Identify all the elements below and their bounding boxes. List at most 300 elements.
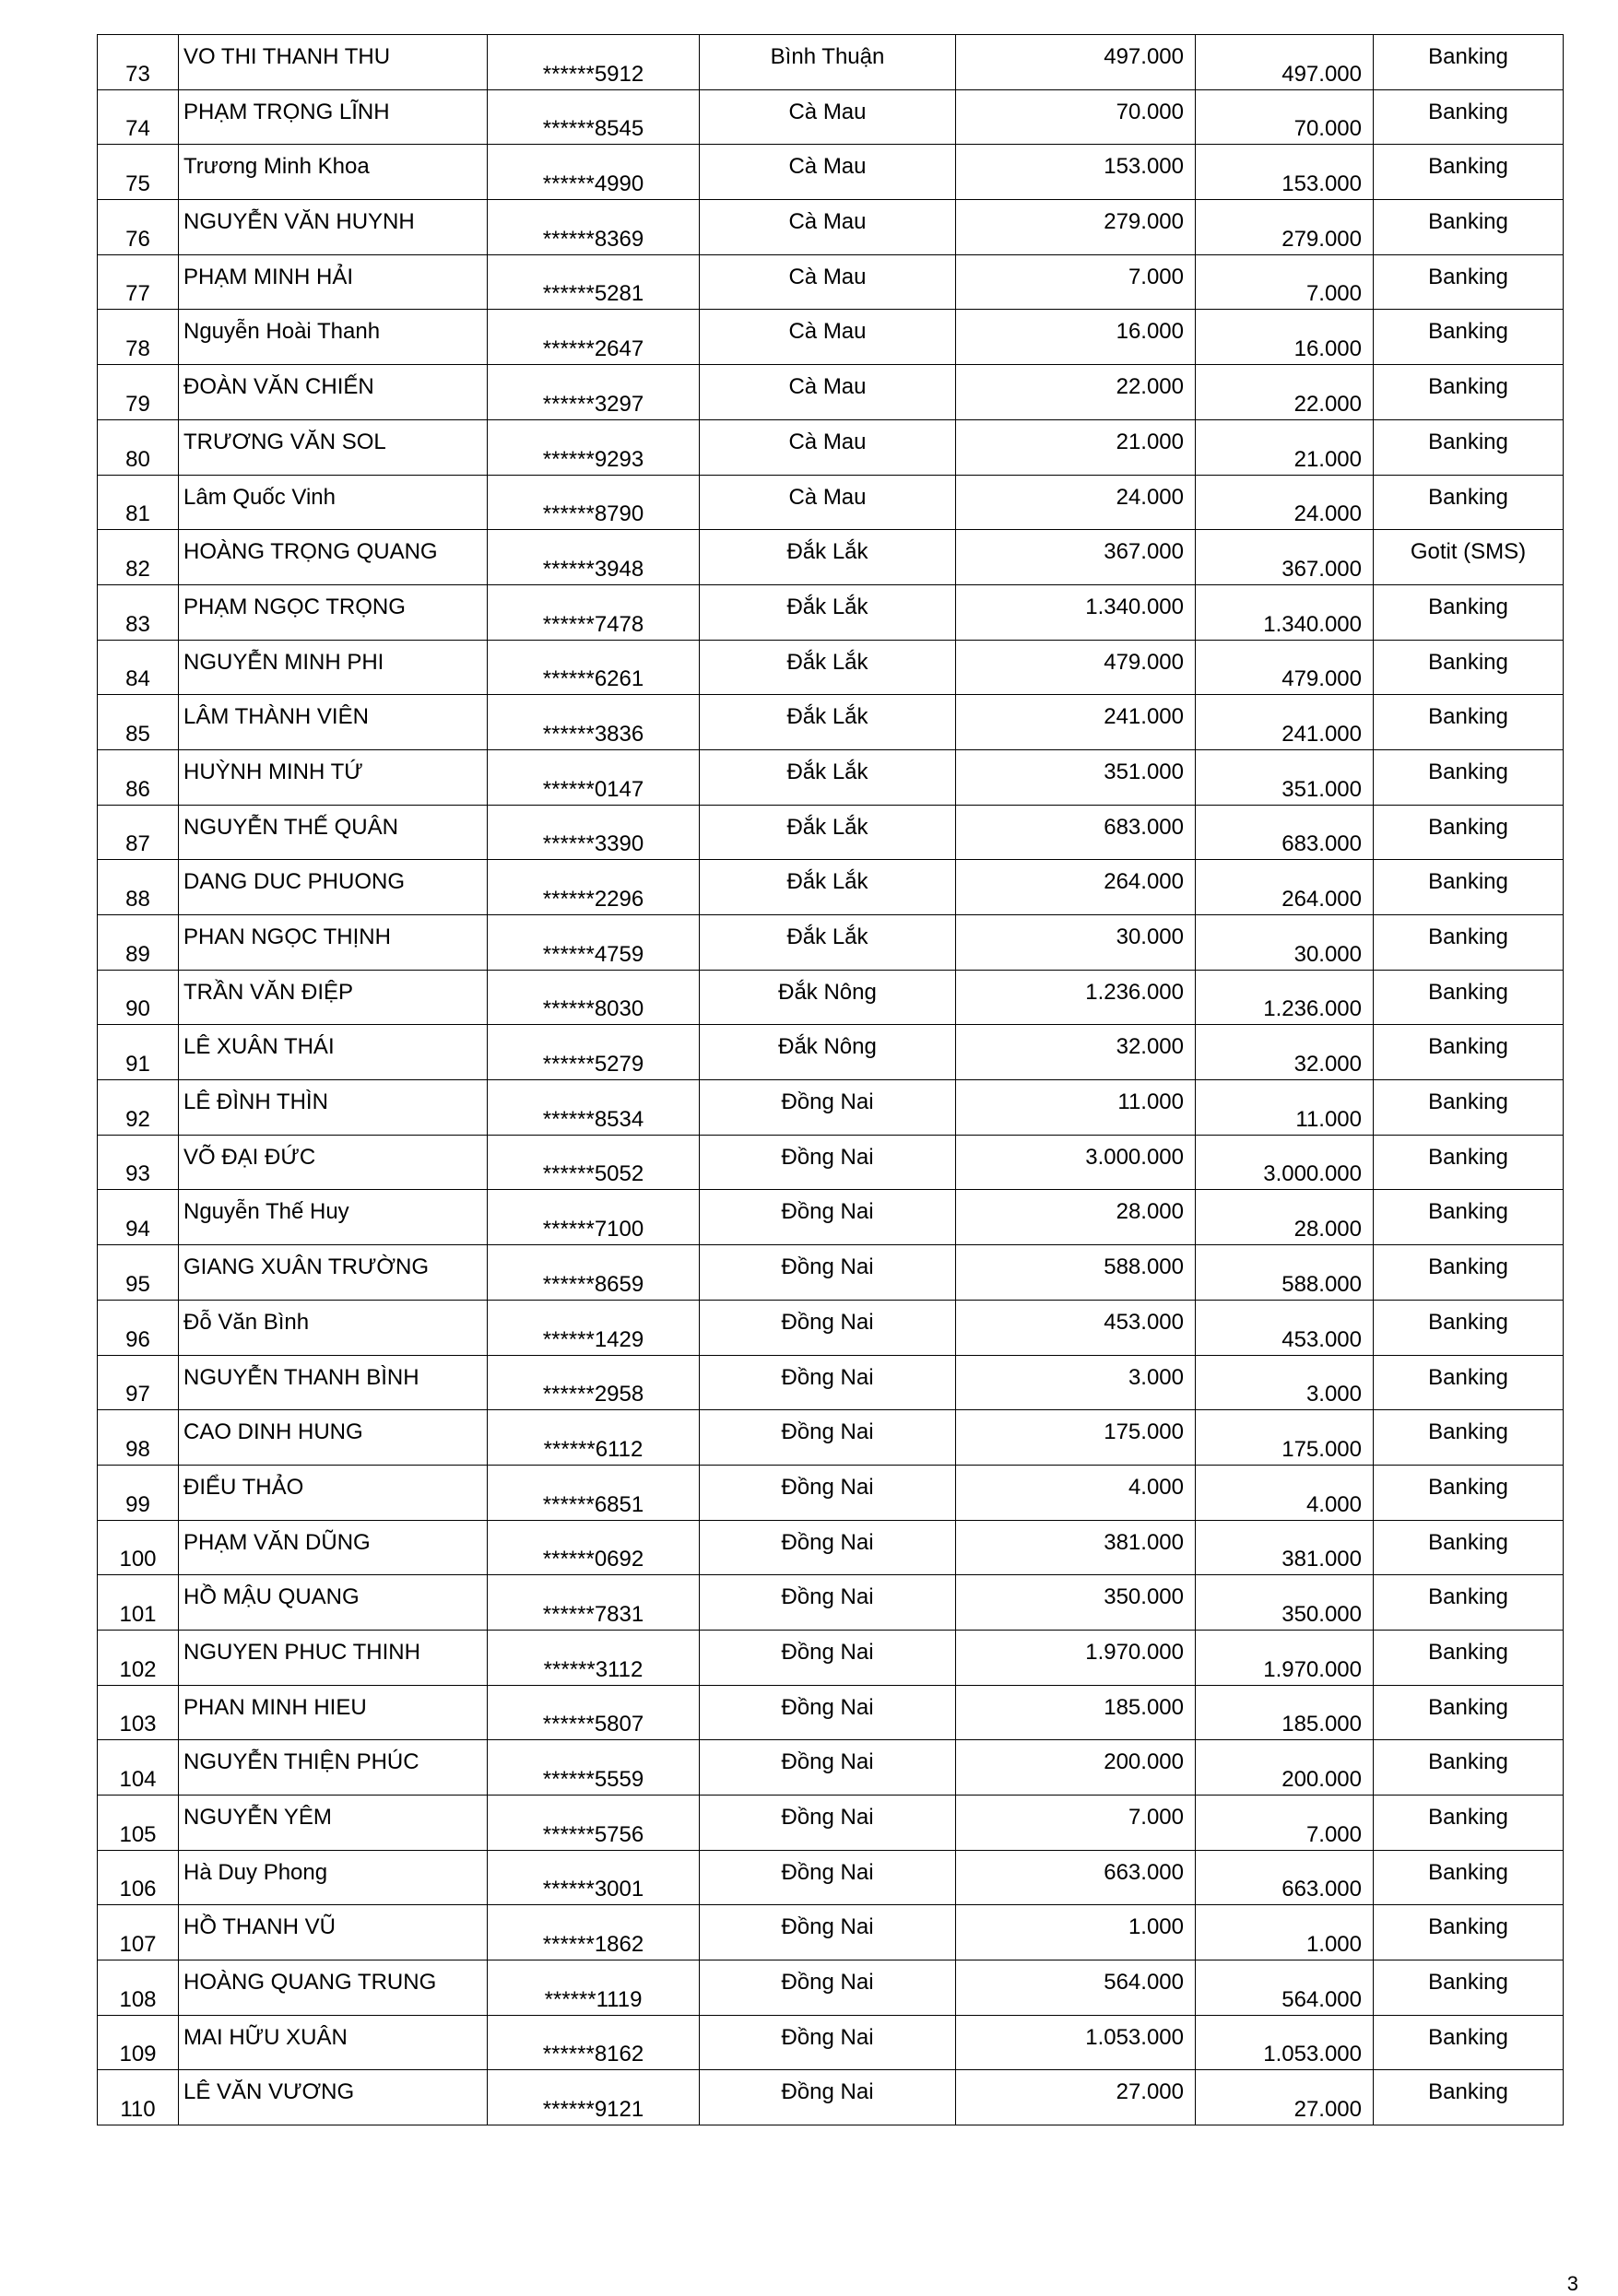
masked-phone-cell: ******7831 <box>488 1575 700 1631</box>
payment-method-cell: Banking <box>1374 640 1564 695</box>
masked-phone-cell: ******5281 <box>488 254 700 310</box>
table-row <box>98 1796 1564 1851</box>
table-row <box>98 1630 1564 1685</box>
masked-phone-cell: ******1429 <box>488 1300 700 1355</box>
masked-phone-cell: ******1119 <box>488 1960 700 2016</box>
table-row <box>98 365 1564 420</box>
payment-method-cell: Banking <box>1374 1960 1564 2016</box>
prize-amount-cell: 564.000 <box>956 1960 1196 2016</box>
province-cell: Đắk Lắk <box>700 640 956 695</box>
payment-method-cell: Banking <box>1374 365 1564 420</box>
recipient-name-cell: VO THI THANH THU <box>179 35 488 90</box>
masked-phone-cell: ******9293 <box>488 419 700 475</box>
paid-amount-cell: 27.000 <box>1196 2070 1374 2125</box>
recipient-name-cell: DANG DUC PHUONG <box>179 860 488 915</box>
paid-amount-cell: 70.000 <box>1196 89 1374 145</box>
paid-amount-cell: 4.000 <box>1196 1465 1374 1520</box>
prize-amount-cell: 264.000 <box>956 860 1196 915</box>
row-number-cell: 93 <box>98 1135 179 1190</box>
table-row <box>98 254 1564 310</box>
province-cell: Đồng Nai <box>700 2015 956 2070</box>
payment-method-cell: Banking <box>1374 1080 1564 1136</box>
paid-amount-cell: 175.000 <box>1196 1410 1374 1466</box>
paid-amount-cell: 24.000 <box>1196 475 1374 530</box>
recipient-name-cell: LÂM THÀNH VIÊN <box>179 695 488 750</box>
row-number-cell: 98 <box>98 1410 179 1466</box>
payment-method-cell: Banking <box>1374 2070 1564 2125</box>
masked-phone-cell: ******8369 <box>488 200 700 255</box>
recipient-name-cell: PHẠM MINH HẢI <box>179 254 488 310</box>
masked-phone-cell: ******8545 <box>488 89 700 145</box>
paid-amount-cell: 683.000 <box>1196 805 1374 860</box>
prize-amount-cell: 7.000 <box>956 1796 1196 1851</box>
table-row <box>98 1850 1564 1905</box>
prize-amount-cell: 3.000 <box>956 1355 1196 1410</box>
paid-amount-cell: 16.000 <box>1196 310 1374 365</box>
masked-phone-cell: ******3112 <box>488 1630 700 1685</box>
province-cell: Đắk Lắk <box>700 805 956 860</box>
table-row <box>98 2015 1564 2070</box>
prize-amount-cell: 11.000 <box>956 1080 1196 1136</box>
recipient-name-cell: PHAN NGỌC THỊNH <box>179 915 488 971</box>
recipient-name-cell: NGUYEN PHUC THINH <box>179 1630 488 1685</box>
recipient-name-cell: Trương Minh Khoa <box>179 145 488 200</box>
row-number-cell: 89 <box>98 915 179 971</box>
payment-method-cell: Gotit (SMS) <box>1374 530 1564 585</box>
masked-phone-cell: ******2958 <box>488 1355 700 1410</box>
prize-amount-cell: 24.000 <box>956 475 1196 530</box>
row-number-cell: 105 <box>98 1796 179 1851</box>
table-row <box>98 530 1564 585</box>
paid-amount-cell: 479.000 <box>1196 640 1374 695</box>
row-number-cell: 84 <box>98 640 179 695</box>
table-row <box>98 2070 1564 2125</box>
payment-method-cell: Banking <box>1374 695 1564 750</box>
row-number-cell: 109 <box>98 2015 179 2070</box>
masked-phone-cell: ******8534 <box>488 1080 700 1136</box>
payment-method-cell: Banking <box>1374 584 1564 640</box>
paid-amount-cell: 381.000 <box>1196 1520 1374 1575</box>
prize-amount-cell: 588.000 <box>956 1245 1196 1301</box>
payment-method-cell: Banking <box>1374 1796 1564 1851</box>
payment-method-cell: Banking <box>1374 2015 1564 2070</box>
table-row <box>98 310 1564 365</box>
recipient-name-cell: Nguyễn Thế Huy <box>179 1190 488 1245</box>
table-row <box>98 584 1564 640</box>
row-number-cell: 75 <box>98 145 179 200</box>
paid-amount-cell: 1.970.000 <box>1196 1630 1374 1685</box>
province-cell: Đồng Nai <box>700 1410 956 1466</box>
recipient-name-cell: LÊ ĐÌNH THÌN <box>179 1080 488 1136</box>
row-number-cell: 77 <box>98 254 179 310</box>
province-cell: Cà Mau <box>700 200 956 255</box>
prize-amount-cell: 153.000 <box>956 145 1196 200</box>
recipient-name-cell: TRƯƠNG VĂN SOL <box>179 419 488 475</box>
paid-amount-cell: 200.000 <box>1196 1740 1374 1796</box>
recipient-name-cell: HỒ MẬU QUANG <box>179 1575 488 1631</box>
paid-amount-cell: 588.000 <box>1196 1245 1374 1301</box>
row-number-cell: 83 <box>98 584 179 640</box>
province-cell: Đắk Lắk <box>700 749 956 805</box>
paid-amount-cell: 22.000 <box>1196 365 1374 420</box>
row-number-cell: 87 <box>98 805 179 860</box>
row-number-cell: 102 <box>98 1630 179 1685</box>
payment-method-cell: Banking <box>1374 1520 1564 1575</box>
row-number-cell: 86 <box>98 749 179 805</box>
paid-amount-cell: 185.000 <box>1196 1685 1374 1740</box>
table-row <box>98 475 1564 530</box>
masked-phone-cell: ******8790 <box>488 475 700 530</box>
paid-amount-cell: 32.000 <box>1196 1025 1374 1080</box>
prize-amount-cell: 1.000 <box>956 1905 1196 1960</box>
row-number-cell: 90 <box>98 970 179 1025</box>
table-row <box>98 970 1564 1025</box>
paid-amount-cell: 1.053.000 <box>1196 2015 1374 2070</box>
province-cell: Đồng Nai <box>700 1465 956 1520</box>
table-row <box>98 1465 1564 1520</box>
row-number-cell: 94 <box>98 1190 179 1245</box>
payment-method-cell: Banking <box>1374 1850 1564 1905</box>
payment-method-cell: Banking <box>1374 970 1564 1025</box>
payment-method-cell: Banking <box>1374 1025 1564 1080</box>
recipient-name-cell: NGUYỄN THANH BÌNH <box>179 1355 488 1410</box>
recipient-name-cell: NGUYỄN THẾ QUÂN <box>179 805 488 860</box>
row-number-cell: 88 <box>98 860 179 915</box>
masked-phone-cell: ******1862 <box>488 1905 700 1960</box>
province-cell: Đắk Nông <box>700 970 956 1025</box>
table-row <box>98 1960 1564 2016</box>
recipient-name-cell: NGUYỄN VĂN HUYNH <box>179 200 488 255</box>
table-row <box>98 915 1564 971</box>
recipient-name-cell: ĐOÀN VĂN CHIẾN <box>179 365 488 420</box>
recipient-name-cell: HOÀNG QUANG TRUNG <box>179 1960 488 2016</box>
row-number-cell: 80 <box>98 419 179 475</box>
province-cell: Cà Mau <box>700 419 956 475</box>
payment-method-cell: Banking <box>1374 1465 1564 1520</box>
table-row <box>98 145 1564 200</box>
table-row <box>98 860 1564 915</box>
payment-method-cell: Banking <box>1374 145 1564 200</box>
recipient-name-cell: LÊ VĂN VƯƠNG <box>179 2070 488 2125</box>
province-cell: Đồng Nai <box>700 1575 956 1631</box>
table-row <box>98 749 1564 805</box>
masked-phone-cell: ******5912 <box>488 35 700 90</box>
recipient-name-cell: GIANG XUÂN TRƯỜNG <box>179 1245 488 1301</box>
payment-method-cell: Banking <box>1374 89 1564 145</box>
masked-phone-cell: ******0147 <box>488 749 700 805</box>
recipient-name-cell: PHẠM TRỌNG LĨNH <box>179 89 488 145</box>
paid-amount-cell: 3.000 <box>1196 1355 1374 1410</box>
row-number-cell: 106 <box>98 1850 179 1905</box>
prize-amount-cell: 1.340.000 <box>956 584 1196 640</box>
prize-amount-cell: 497.000 <box>956 35 1196 90</box>
masked-phone-cell: ******7478 <box>488 584 700 640</box>
table-row <box>98 419 1564 475</box>
table-row <box>98 1410 1564 1466</box>
payment-method-cell: Banking <box>1374 1630 1564 1685</box>
paid-amount-cell: 153.000 <box>1196 145 1374 200</box>
table-row <box>98 35 1564 90</box>
payment-method-cell: Banking <box>1374 200 1564 255</box>
province-cell: Đồng Nai <box>700 1300 956 1355</box>
paid-amount-cell: 350.000 <box>1196 1575 1374 1631</box>
recipient-name-cell: Hà Duy Phong <box>179 1850 488 1905</box>
prize-amount-cell: 1.053.000 <box>956 2015 1196 2070</box>
row-number-cell: 85 <box>98 695 179 750</box>
row-number-cell: 74 <box>98 89 179 145</box>
province-cell: Đắk Lắk <box>700 695 956 750</box>
table-row <box>98 1575 1564 1631</box>
paid-amount-cell: 351.000 <box>1196 749 1374 805</box>
prize-amount-cell: 22.000 <box>956 365 1196 420</box>
row-number-cell: 103 <box>98 1685 179 1740</box>
province-cell: Cà Mau <box>700 475 956 530</box>
province-cell: Đồng Nai <box>700 1850 956 1905</box>
row-number-cell: 92 <box>98 1080 179 1136</box>
paid-amount-cell: 264.000 <box>1196 860 1374 915</box>
prize-amount-cell: 4.000 <box>956 1465 1196 1520</box>
province-cell: Đắk Lắk <box>700 860 956 915</box>
paid-amount-cell: 241.000 <box>1196 695 1374 750</box>
province-cell: Đồng Nai <box>700 1080 956 1136</box>
masked-phone-cell: ******7100 <box>488 1190 700 1245</box>
prize-amount-cell: 479.000 <box>956 640 1196 695</box>
row-number-cell: 82 <box>98 530 179 585</box>
province-cell: Cà Mau <box>700 89 956 145</box>
recipient-name-cell: TRẦN VĂN ĐIỆP <box>179 970 488 1025</box>
recipient-name-cell: NGUYỄN THIỆN PHÚC <box>179 1740 488 1796</box>
masked-phone-cell: ******6112 <box>488 1410 700 1466</box>
payment-method-cell: Banking <box>1374 1905 1564 1960</box>
prize-amount-cell: 663.000 <box>956 1850 1196 1905</box>
prize-amount-cell: 70.000 <box>956 89 1196 145</box>
recipient-name-cell: ĐIỂU THẢO <box>179 1465 488 1520</box>
row-number-cell: 100 <box>98 1520 179 1575</box>
prize-amount-cell: 185.000 <box>956 1685 1196 1740</box>
paid-amount-cell: 30.000 <box>1196 915 1374 971</box>
paid-amount-cell: 1.000 <box>1196 1905 1374 1960</box>
prize-amount-cell: 21.000 <box>956 419 1196 475</box>
prize-amount-cell: 683.000 <box>956 805 1196 860</box>
paid-amount-cell: 7.000 <box>1196 1796 1374 1851</box>
row-number-cell: 78 <box>98 310 179 365</box>
table-row <box>98 1520 1564 1575</box>
prize-amount-cell: 279.000 <box>956 200 1196 255</box>
recipient-name-cell: Nguyễn Hoài Thanh <box>179 310 488 365</box>
province-cell: Đồng Nai <box>700 1135 956 1190</box>
recipient-name-cell: NGUYỄN YÊM <box>179 1796 488 1851</box>
prize-amount-cell: 16.000 <box>956 310 1196 365</box>
recipient-name-cell: HOÀNG TRỌNG QUANG <box>179 530 488 585</box>
prize-amount-cell: 453.000 <box>956 1300 1196 1355</box>
province-cell: Đồng Nai <box>700 1905 956 1960</box>
paid-amount-cell: 279.000 <box>1196 200 1374 255</box>
province-cell: Đồng Nai <box>700 1520 956 1575</box>
row-number-cell: 108 <box>98 1960 179 2016</box>
payment-method-cell: Banking <box>1374 749 1564 805</box>
row-number-cell: 101 <box>98 1575 179 1631</box>
prize-amount-cell: 241.000 <box>956 695 1196 750</box>
masked-phone-cell: ******5052 <box>488 1135 700 1190</box>
prize-amount-cell: 28.000 <box>956 1190 1196 1245</box>
prize-amount-cell: 351.000 <box>956 749 1196 805</box>
payment-method-cell: Banking <box>1374 1355 1564 1410</box>
masked-phone-cell: ******2647 <box>488 310 700 365</box>
recipient-name-cell: LÊ XUÂN THÁI <box>179 1025 488 1080</box>
province-cell: Cà Mau <box>700 254 956 310</box>
masked-phone-cell: ******8659 <box>488 1245 700 1301</box>
province-cell: Đồng Nai <box>700 2070 956 2125</box>
province-cell: Đắk Lắk <box>700 584 956 640</box>
paid-amount-cell: 367.000 <box>1196 530 1374 585</box>
masked-phone-cell: ******3836 <box>488 695 700 750</box>
province-cell: Cà Mau <box>700 310 956 365</box>
prize-amount-cell: 32.000 <box>956 1025 1196 1080</box>
masked-phone-cell: ******3390 <box>488 805 700 860</box>
prize-amount-cell: 27.000 <box>956 2070 1196 2125</box>
row-number-cell: 104 <box>98 1740 179 1796</box>
table-row <box>98 1025 1564 1080</box>
province-cell: Đồng Nai <box>700 1190 956 1245</box>
recipient-name-cell: HUỲNH MINH TỨ <box>179 749 488 805</box>
prize-amount-cell: 1.236.000 <box>956 970 1196 1025</box>
prize-amount-cell: 350.000 <box>956 1575 1196 1631</box>
payment-method-cell: Banking <box>1374 1575 1564 1631</box>
table-row <box>98 1080 1564 1136</box>
masked-phone-cell: ******2296 <box>488 860 700 915</box>
province-cell: Bình Thuận <box>700 35 956 90</box>
recipient-name-cell: PHẠM VĂN DŨNG <box>179 1520 488 1575</box>
row-number-cell: 73 <box>98 35 179 90</box>
row-number-cell: 79 <box>98 365 179 420</box>
province-cell: Đồng Nai <box>700 1245 956 1301</box>
masked-phone-cell: ******4990 <box>488 145 700 200</box>
masked-phone-cell: ******6261 <box>488 640 700 695</box>
recipient-name-cell: Lâm Quốc Vinh <box>179 475 488 530</box>
province-cell: Đồng Nai <box>700 1630 956 1685</box>
province-cell: Đồng Nai <box>700 1740 956 1796</box>
table-row <box>98 640 1564 695</box>
prize-amount-cell: 7.000 <box>956 254 1196 310</box>
province-cell: Cà Mau <box>700 365 956 420</box>
paid-amount-cell: 1.340.000 <box>1196 584 1374 640</box>
payment-method-cell: Banking <box>1374 35 1564 90</box>
table-row <box>98 1135 1564 1190</box>
paid-amount-cell: 11.000 <box>1196 1080 1374 1136</box>
paid-amount-cell: 7.000 <box>1196 254 1374 310</box>
prize-amount-cell: 30.000 <box>956 915 1196 971</box>
prize-amount-cell: 367.000 <box>956 530 1196 585</box>
payment-method-cell: Banking <box>1374 310 1564 365</box>
table-row <box>98 1190 1564 1245</box>
province-cell: Đồng Nai <box>700 1796 956 1851</box>
prize-amount-cell: 1.970.000 <box>956 1630 1196 1685</box>
masked-phone-cell: ******4759 <box>488 915 700 971</box>
masked-phone-cell: ******3001 <box>488 1850 700 1905</box>
payment-method-cell: Banking <box>1374 475 1564 530</box>
table-row <box>98 1905 1564 1960</box>
table-row <box>98 1300 1564 1355</box>
province-cell: Đồng Nai <box>700 1685 956 1740</box>
province-cell: Đồng Nai <box>700 1355 956 1410</box>
masked-phone-cell: ******6851 <box>488 1465 700 1520</box>
paid-amount-cell: 663.000 <box>1196 1850 1374 1905</box>
prize-amount-cell: 381.000 <box>956 1520 1196 1575</box>
province-cell: Đắk Nông <box>700 1025 956 1080</box>
payment-method-cell: Banking <box>1374 1685 1564 1740</box>
masked-phone-cell: ******3948 <box>488 530 700 585</box>
table-row <box>98 1245 1564 1301</box>
payment-method-cell: Banking <box>1374 915 1564 971</box>
prize-amount-cell: 200.000 <box>956 1740 1196 1796</box>
masked-phone-cell: ******5279 <box>488 1025 700 1080</box>
province-cell: Đồng Nai <box>700 1960 956 2016</box>
masked-phone-cell: ******5559 <box>488 1740 700 1796</box>
paid-amount-cell: 3.000.000 <box>1196 1135 1374 1190</box>
table-row <box>98 1685 1564 1740</box>
payment-method-cell: Banking <box>1374 860 1564 915</box>
row-number-cell: 99 <box>98 1465 179 1520</box>
payment-method-cell: Banking <box>1374 1245 1564 1301</box>
row-number-cell: 97 <box>98 1355 179 1410</box>
recipient-name-cell: HỒ THANH VŨ <box>179 1905 488 1960</box>
table-row <box>98 805 1564 860</box>
prize-amount-cell: 175.000 <box>956 1410 1196 1466</box>
masked-phone-cell: ******8162 <box>488 2015 700 2070</box>
province-cell: Cà Mau <box>700 145 956 200</box>
paid-amount-cell: 497.000 <box>1196 35 1374 90</box>
province-cell: Đắk Lắk <box>700 915 956 971</box>
paid-amount-cell: 28.000 <box>1196 1190 1374 1245</box>
masked-phone-cell: ******3297 <box>488 365 700 420</box>
payment-method-cell: Banking <box>1374 1410 1564 1466</box>
payment-method-cell: Banking <box>1374 805 1564 860</box>
table-row <box>98 1355 1564 1410</box>
masked-phone-cell: ******0692 <box>488 1520 700 1575</box>
payment-method-cell: Banking <box>1374 1190 1564 1245</box>
masked-phone-cell: ******8030 <box>488 970 700 1025</box>
payment-method-cell: Banking <box>1374 1300 1564 1355</box>
paid-amount-cell: 564.000 <box>1196 1960 1374 2016</box>
row-number-cell: 107 <box>98 1905 179 1960</box>
row-number-cell: 91 <box>98 1025 179 1080</box>
payment-method-cell: Banking <box>1374 1135 1564 1190</box>
recipient-name-cell: MAI HỮU XUÂN <box>179 2015 488 2070</box>
row-number-cell: 81 <box>98 475 179 530</box>
table-row <box>98 200 1564 255</box>
recipient-name-cell: PHAN MINH HIEU <box>179 1685 488 1740</box>
masked-phone-cell: ******5756 <box>488 1796 700 1851</box>
paid-amount-cell: 453.000 <box>1196 1300 1374 1355</box>
recipient-name-cell: CAO DINH HUNG <box>179 1410 488 1466</box>
recipient-name-cell: PHẠM NGỌC TRỌNG <box>179 584 488 640</box>
payment-method-cell: Banking <box>1374 419 1564 475</box>
payment-method-cell: Banking <box>1374 1740 1564 1796</box>
paid-amount-cell: 1.236.000 <box>1196 970 1374 1025</box>
prize-amount-cell: 3.000.000 <box>956 1135 1196 1190</box>
table-row <box>98 695 1564 750</box>
recipient-name-cell: VÕ ĐẠI ĐỨC <box>179 1135 488 1190</box>
row-number-cell: 110 <box>98 2070 179 2125</box>
recipient-name-cell: NGUYỄN MINH PHI <box>179 640 488 695</box>
winners-table <box>97 34 1564 2125</box>
masked-phone-cell: ******9121 <box>488 2070 700 2125</box>
row-number-cell: 96 <box>98 1300 179 1355</box>
table-body <box>98 35 1564 2125</box>
paid-amount-cell: 21.000 <box>1196 419 1374 475</box>
payment-method-cell: Banking <box>1374 254 1564 310</box>
province-cell: Đắk Lắk <box>700 530 956 585</box>
